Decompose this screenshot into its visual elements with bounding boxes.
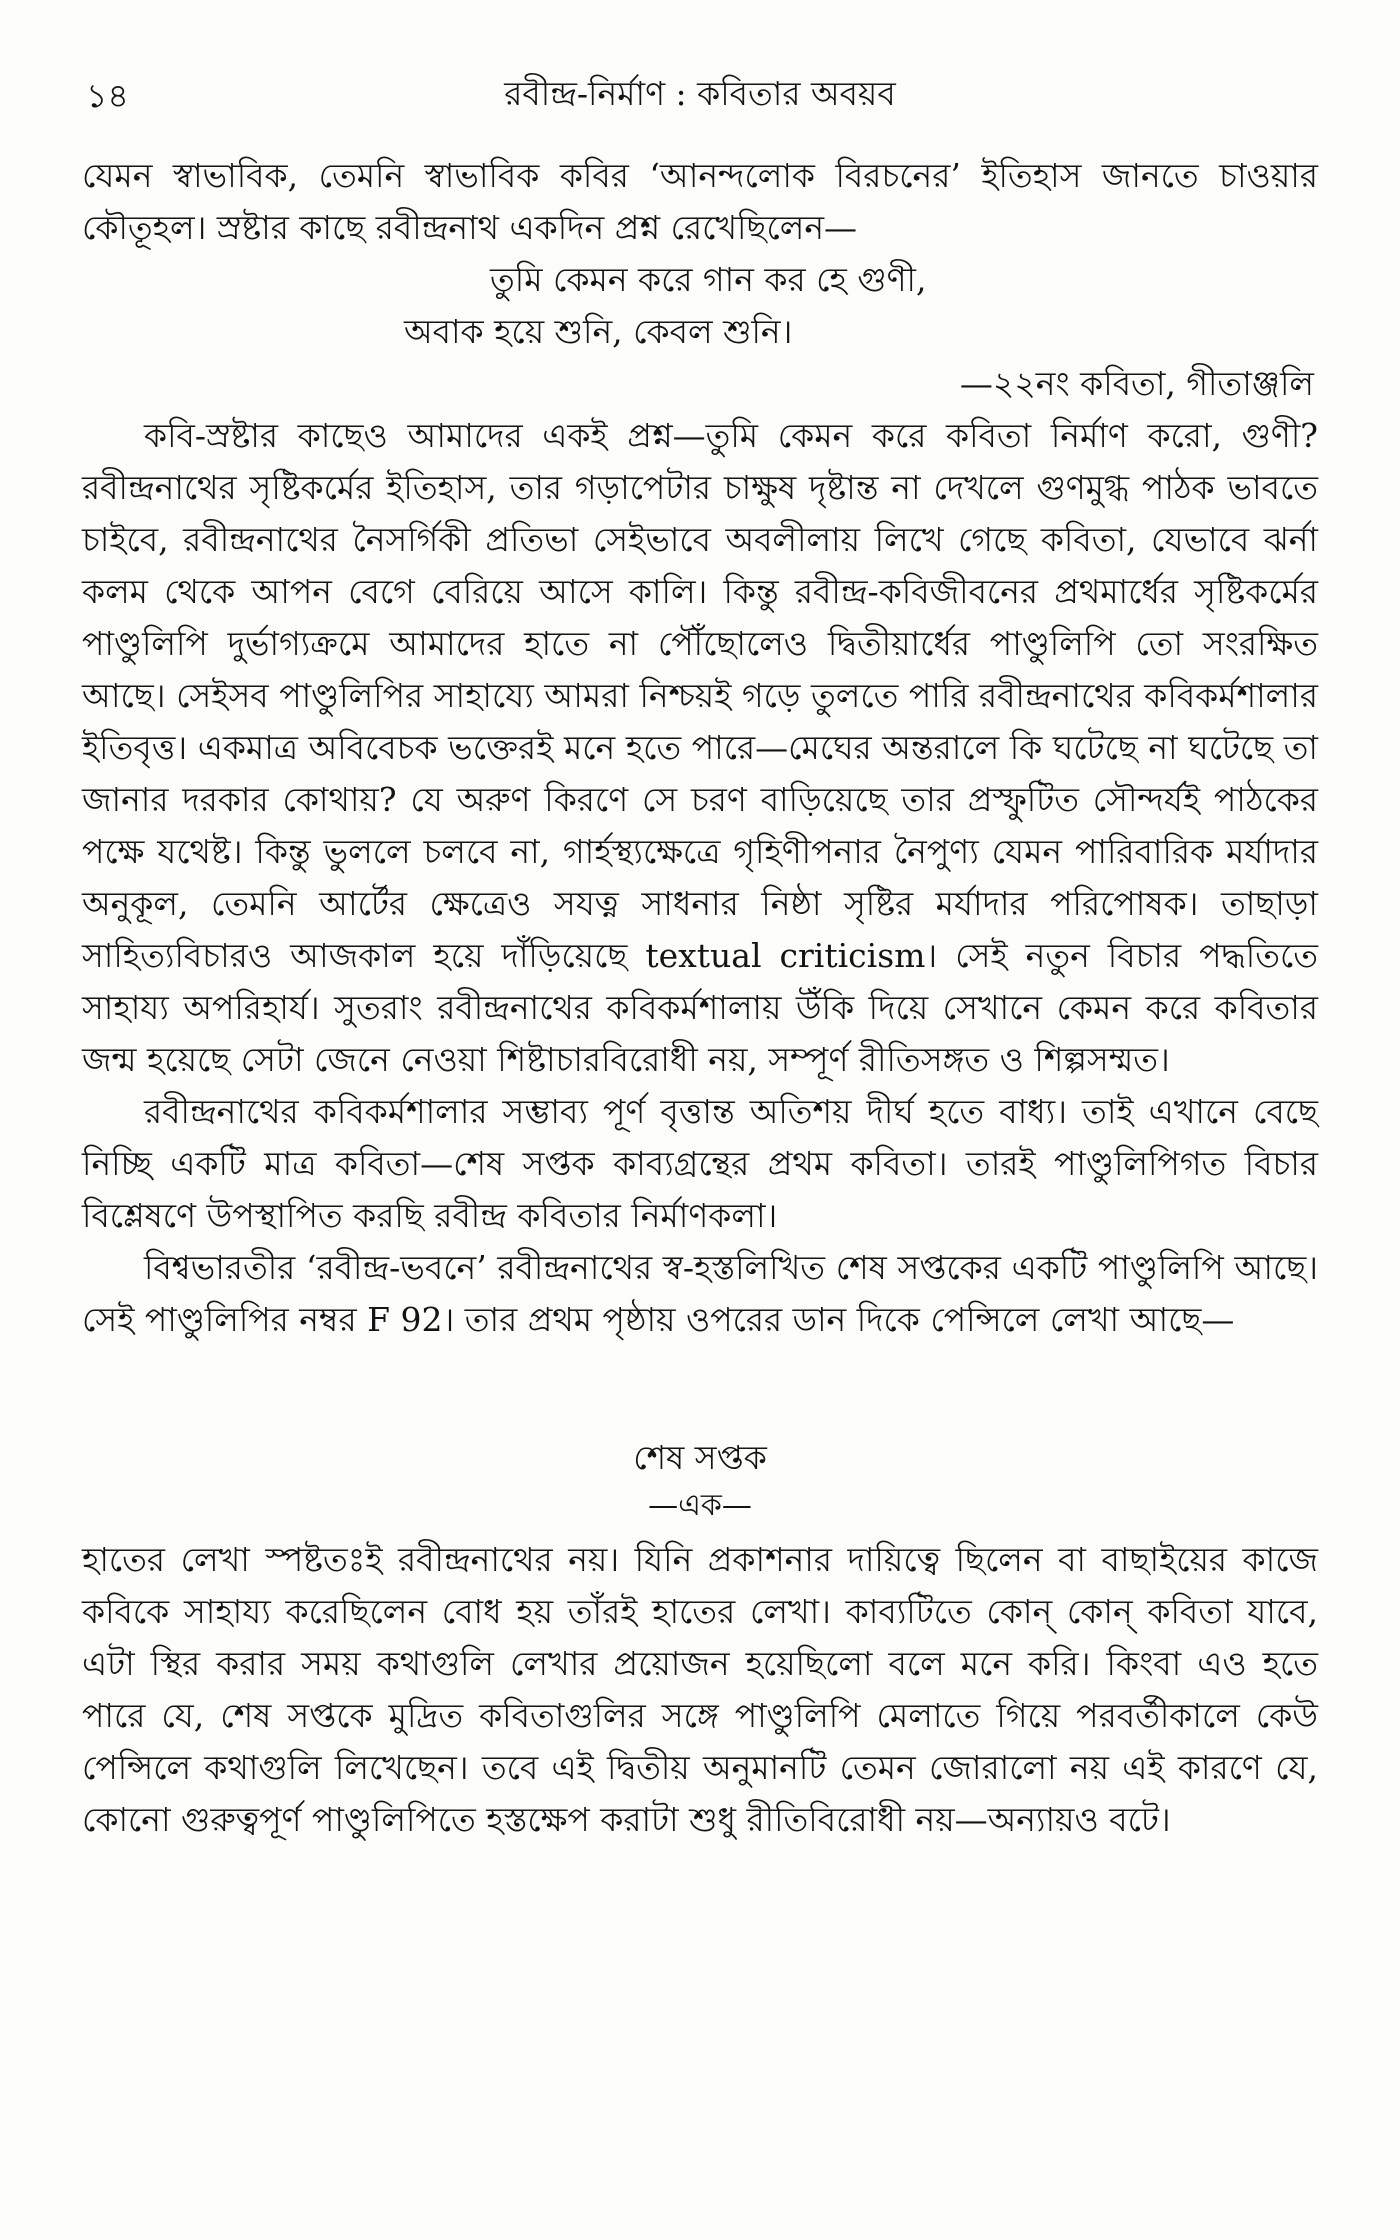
verse-line-2: অবাক হয়ে শুনি, কেবল শুনি।	[404, 312, 793, 351]
intro-paragraph: যেমন স্বাভাবিক, তেমনি স্বাভাবিক কবির ‘আনন্দলোক বিরচনের’ ইতিহাস জানতে চাওয়ার কৌতূহল। স্রষ্টার কাছে রবীন্দ্রনাথ একদিন প্রশ্ন রেখেছিলেন—	[82, 156, 1318, 247]
page-number: ১৪	[86, 76, 129, 115]
page-header	[82, 60, 1318, 124]
section-gap	[82, 1346, 1318, 1432]
verse-line-1: তুমি কেমন করে গান কর হে গুণী,	[490, 260, 927, 299]
quote-source: —২২নং কবিতা, গীতাঞ্জলি	[959, 364, 1314, 403]
running-title: রবীন্দ্র-নির্মাণ : কবিতার অবয়ব	[504, 74, 896, 113]
body-paragraph-1: কবি-স্রষ্টার কাছেও আমাদের একই প্রশ্ন—তুমি কেমন করে কবিতা নির্মাণ করো, গুণী? রবীন্দ্রনাথের সৃষ্টিকর্মের ইতিহাস, তার গড়াপেটার চাক্ষুষ দৃষ্টান্ত না দেখলে গুণমুগ্ধ পাঠক ভাবতে চাইবে, রবীন্দ্রনাথের নৈসর্গিকী প্রতিভা সেইভাবে অবলীলায় লিখে গেছে কবিতা, যেভাবে ঝর্না কলম থেকে আপন বেগে বেরিয়ে আসে কালি। কিন্তু রবীন্দ্র-কবিজীবনের প্রথমার্ধের সৃষ্টিকর্মের পাণ্ডুলিপি দুর্ভাগ্যক্রমে আমাদের হাতে না পৌঁছোলেও দ্বিতীয়ার্ধের পাণ্ডুলিপি তো সংরক্ষিত আছে। সেইসব পাণ্ডুলিপির সাহায্যে আমরা নিশ্চয়ই গড়ে তুলতে পারি রবীন্দ্রনাথের কবিকর্মশালার ইতিবৃত্ত। একমাত্র অবিবেচক ভক্তেরই মনে হতে পারে—মেঘের অন্তরালে কি ঘটেছে না ঘটেছে তা জানার দরকার কোথায়? যে অরুণ কিরণে সে চরণ বাড়িয়েছে তার প্রস্ফুটিত সৌন্দর্যই পাঠকের পক্ষে যথেষ্ট। কিন্তু ভুললে চলবে না, গার্হস্থ্যক্ষেত্রে গৃহিণীপনার নৈপুণ্য যেমন পারিবারিক মর্যাদার অনুকূল, তেমনি আর্টের ক্ষেত্রেও সযত্ন সাধনার নিষ্ঠা সৃষ্টির মর্যাদার পরিপোষক। তাছাড়া সাহিত্যবিচারও আজকাল হয়ে দাঁড়িয়েছে textual criticism। সেই নতুন বিচার পদ্ধতিতে সাহায্য অপরিহার্য। সুতরাং রবীন্দ্রনাথের কবিকর্মশালায় উঁকি দিয়ে সেখানে কেমন করে কবিতার জন্ম হয়েছে সেটা জেনে নেওয়া শিষ্টাচারবিরোধী নয়, সম্পূর্ণ রীতিসঙ্গত ও শিল্পসম্মত।	[82, 416, 1318, 1079]
body-paragraph-2: রবীন্দ্রনাথের কবিকর্মশালার সম্ভাব্য পূর্ণ বৃত্তান্ত অতিশয় দীর্ঘ হতে বাধ্য। তাই এখানে বেছে নিচ্ছি একটি মাত্র কবিতা—শেষ সপ্তক কাব্যগ্রন্থের প্রথম কবিতা। তারই পাণ্ডুলিপিগত বিচার বিশ্লেষণে উপস্থাপিত করছি রবীন্দ্র কবিতার নির্মাণকলা।	[82, 1092, 1318, 1235]
quoted-verse	[82, 254, 1318, 358]
body-paragraph-3: বিশ্বভারতীর ‘রবীন্দ্র-ভবনে’ রবীন্দ্রনাথের স্ব-হস্তলিখিত শেষ সপ্তকের একটি পাণ্ডুলিপি আছে। সেই পাণ্ডুলিপির নম্বর F 92। তার প্রথম পৃষ্ঠায় ওপরের ডান দিকে পেন্সিলে লেখা আছে—	[82, 1248, 1318, 1339]
manuscript-subtitle: —এক—	[648, 1488, 752, 1523]
manuscript-title: শেষ সপ্তক	[633, 1438, 767, 1477]
final-paragraph: হাতের লেখা স্পষ্টতঃই রবীন্দ্রনাথের নয়। যিনি প্রকাশনার দায়িত্বে ছিলেন বা বাছাইয়ের কাজে কবিকে সাহায্য করেছিলেন বোধ হয় তাঁরই হাতের লেখা। কাব্যটিতে কোন্ কোন্ কবিতা যাবে, এটা স্থির করার সময় কথাগুলি লেখার প্রয়োজন হয়েছিলো বলে মনে করি। কিংবা এও হতে পারে যে, শেষ সপ্তকে মুদ্রিত কবিতাগুলির সঙ্গে পাণ্ডুলিপি মেলাতে গিয়ে পরবর্তীকালে কেউ পেন্সিলে কথাগুলি লিখেছেন। তবে এই দ্বিতীয় অনুমানটি তেমন জোরালো নয় এই কারণে যে, কোনো গুরুত্বপূর্ণ পাণ্ডুলিপিতে হস্তক্ষেপ করাটা শুধু রীতিবিরোধী নয়—অন্যায়ও বটে।	[82, 1540, 1318, 1839]
